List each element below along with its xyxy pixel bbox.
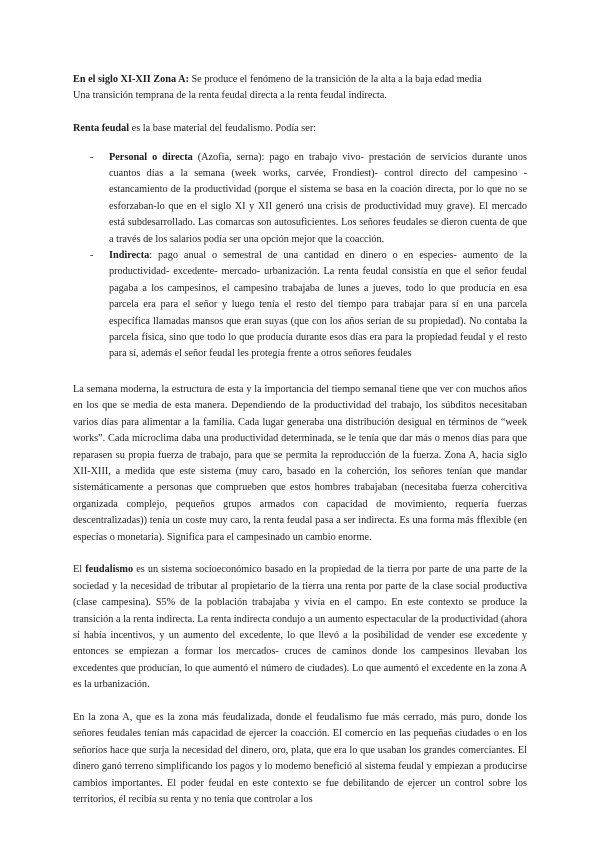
spacer: [73, 363, 527, 382]
paragraph-semana-moderna: La semana moderna, la estructura de esta y la importancia del tiempo semanal tiene que ver con muchos años en los que se media de esta manera. Dependiendo de la productividad del trabajo, los súbditos necesitaban varios días para alimentar a la familia. Cada lugar generaba una distribución desigual en términos de “week works”. Cada microclima daba una productividad determinada, se le tenía que dar más o menos días para que reparasen su propia fuerza de trabajo, para que se permita la reproducción de la fuerza. Zona A, hacia siglo XII-XIII, a medida que este sistema (muy caro, basado en la coherción, los señores tenían que mandar sistemáticamente a personas que comprueben que estos hombres trabajaban (necesitaba fuerza cohercitiva organizada complejo, pequeños grupos armados con capacidad de movimiento, requería fuerzas descentralizadas)) tenía un coste muy caro, la renta feudal pasa a ser indirecta. Es una forma más fflexible (en especias o monetaria). Significa para el campesinado un cambio enorme.: [73, 383, 527, 543]
directa-term: Personal o directa: [109, 151, 193, 163]
feudalismo-text: es un sistema socioeconómico basado en la propiedad de la tierra por parte de una parte de la sociedad y la necesidad de tributar al propietario de la tierra una renta por parte de la clase social productiva (clase campesina). S5% de la población trabajaba y vivía en el campo. En este contexto se produce la transición a la renta indirecta. La renta indirecta condujo a un aumento espectacular de la productividad (ahora sí había incentivos, y un aumento del excedente, lo que llevó a la posibilidad de vender ese excedente y entonces se empiezan a formar los mercados- cruces de caminos donde los campesinos llevaban los excedentes que producían, lo que aumentó el número de ciudades). Lo que aumentó el excedente en la zona A es la urbanización.: [73, 564, 528, 691]
list-item-directa: [73, 150, 527, 248]
intro-heading-line: [73, 72, 527, 88]
renta-feudal-text: es la base material del feudalismo. Podía ser:: [129, 123, 317, 135]
spacer: [73, 105, 527, 121]
intro-heading-text: Se produce el fenómeno de la transición de la alta a la baja edad media: [188, 74, 482, 85]
directa-text: (Azofia, serna): pago en trabajo vivo- prestación de servicios durante unos cuantos días a la semana (week works, carvée, Frondiest)- control directo del campesino - estancamiento de la productividad (porque el sistema se basa en la coación directa, por lo que no se esforzaban-lo que en el siglo XI y XII generó una crisis de productividad muy grave). El mercado está subdesarrollado. Las comarcas son autosuficientes. Los señores feudales se dieron cuenta de que a través de los salarios podía ser una opción mejor que la coacción.: [109, 151, 527, 245]
intro-heading-bold: En el siglo XI-XII Zona A:: [73, 74, 189, 85]
paragraph-feudalismo: [73, 562, 527, 693]
list-item-indirecta: [73, 248, 527, 363]
renta-feudal-bold: Renta feudal: [73, 123, 130, 135]
paragraph-zona-a: En la zona A, que es la zona más feudalizada, donde el feudalismo fue más cerrado, más puro, donde los señores feudales tenían más capacidad de ejercer la coacción. El comercio en las pequeñas ciudades o en los señoríos hace que surja la necesidad del dinero, oro, plata, que era lo que usaban los grandes comerciantes. El dinero ganó terreno simplificando los pagos y lo modemo benefició al sistema feudal y empiezan a producirse cambios importantes. El poder feudal en este contexto se fue debilitando de ejercer un control sobre los territorios, él recibía su renta y no tenía que controlar a los: [73, 711, 527, 806]
spacer: [73, 694, 527, 710]
spacer: [73, 546, 527, 562]
dash-bullet: -: [90, 151, 94, 163]
intro-line-2: Una transición temprana de la renta feudal directa a la renta feudal indirecta.: [73, 90, 387, 102]
dash-bullet: -: [90, 250, 94, 262]
renta-feudal-line: [73, 121, 527, 137]
feudalismo-pre: El: [73, 564, 86, 576]
indirecta-text: : pago anual o semestral de una cantidad en dinero o en especies- aumento de la productividad- excedente- mercado- urbanización. La renta feudal consistía en que el señor feudal pagaba a los campesinos, el campesino trabajaba de lunes a jueves, todo lo que producía en esa parcela era para el señor y luego tenía el resto del tiempo para trabajar para sí en una parcela específica llamadas mansos que eran suyas (que con los años serían de su propiedad). No contaba la parcela física, sino que todo lo que producía durante esos días era para la propiedad feudal y el resto para sí, además el señor feudal les protegía frente a otros señores feudales: [109, 250, 527, 360]
feudalismo-bold: feudalismo: [85, 564, 134, 576]
renta-types-list: [73, 150, 527, 363]
indirecta-term: Indirecta: [109, 250, 150, 262]
